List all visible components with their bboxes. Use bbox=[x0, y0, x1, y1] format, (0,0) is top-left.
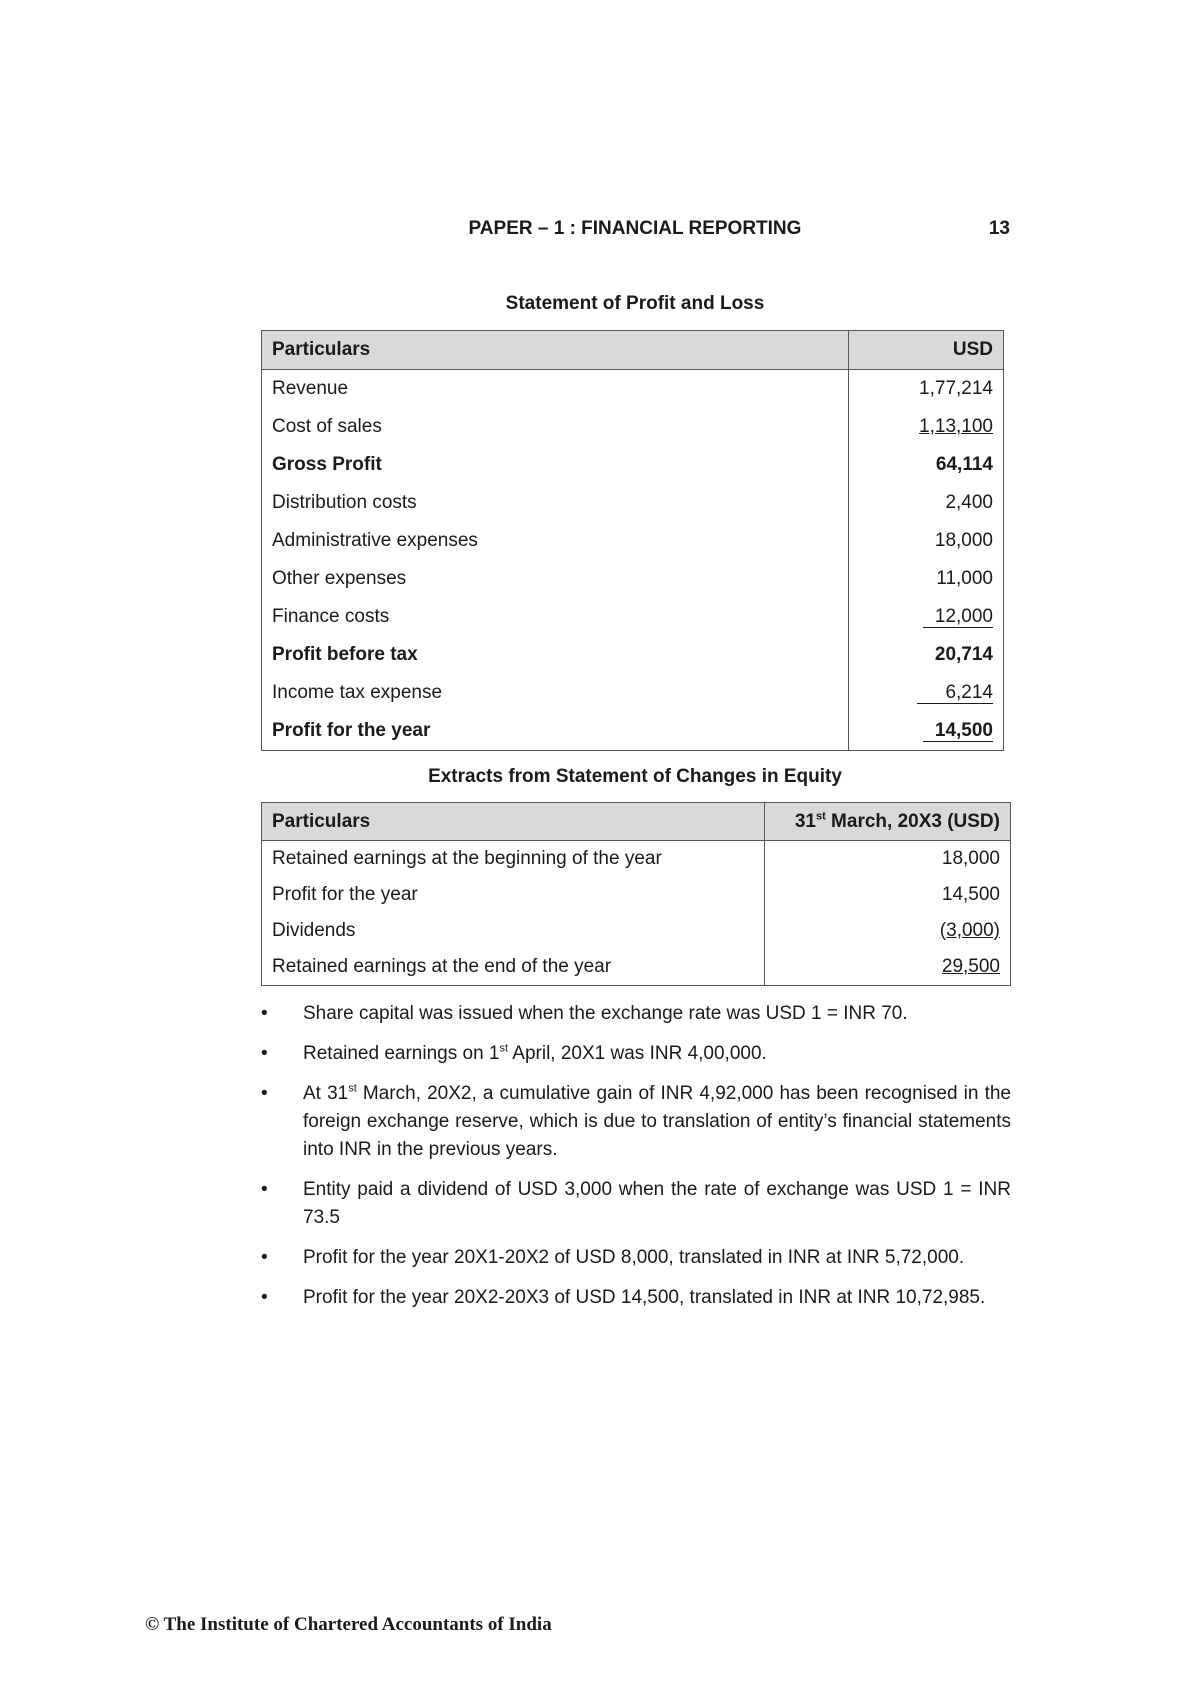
bullet-icon: • bbox=[261, 1003, 268, 1024]
row-value: 18,000 bbox=[765, 841, 1011, 878]
equity-title: Extracts from Statement of Changes in Equity bbox=[428, 766, 842, 787]
table-row bbox=[262, 484, 1004, 522]
table-row bbox=[262, 370, 1004, 409]
bullet-icon: • bbox=[261, 1287, 268, 1308]
page-header bbox=[260, 218, 1010, 244]
table-row bbox=[262, 913, 1011, 949]
row-value: 14,500 bbox=[765, 877, 1011, 913]
row-value: 18,000 bbox=[849, 522, 1004, 560]
bullet-icon: • bbox=[261, 1043, 268, 1064]
page-number: 13 bbox=[988, 218, 1010, 239]
paper-title: PAPER – 1 : FINANCIAL REPORTING bbox=[468, 218, 802, 239]
list-item: • Retained earnings on 1st April, 20X1 was INR 4,00,000. bbox=[261, 1040, 1011, 1068]
row-label: Finance costs bbox=[262, 598, 849, 636]
table-header-row bbox=[262, 803, 1011, 841]
row-label: Dividends bbox=[262, 913, 765, 949]
table-row bbox=[262, 949, 1011, 986]
bullet-icon: • bbox=[261, 1083, 268, 1104]
table-row bbox=[262, 522, 1004, 560]
row-label: Profit before tax bbox=[262, 636, 849, 674]
profit-loss-title: Statement of Profit and Loss bbox=[505, 293, 765, 314]
row-value: (3,000) bbox=[765, 913, 1011, 949]
row-value: 1,77,214 bbox=[849, 370, 1004, 409]
row-label: Gross Profit bbox=[262, 446, 849, 484]
table-row bbox=[262, 841, 1011, 878]
row-value: 2,400 bbox=[849, 484, 1004, 522]
row-label: Retained earnings at the beginning of the year bbox=[262, 841, 765, 878]
row-value: 6,214 bbox=[849, 674, 1004, 712]
table-row bbox=[262, 674, 1004, 712]
bullet-icon: • bbox=[261, 1247, 268, 1268]
column-header-particulars: Particulars bbox=[262, 803, 765, 841]
row-label: Cost of sales bbox=[262, 408, 849, 446]
bullet-icon: • bbox=[261, 1179, 268, 1200]
row-label: Other expenses bbox=[262, 560, 849, 598]
copyright-footer: © The Institute of Chartered Accountants of India bbox=[145, 1614, 552, 1635]
row-value: 14,500 bbox=[849, 712, 1004, 751]
row-label: Profit for the year bbox=[262, 712, 849, 751]
row-value: 1,13,100 bbox=[849, 408, 1004, 446]
list-item: • Entity paid a dividend of USD 3,000 when the rate of exchange was USD 1 = INR 73.5 bbox=[261, 1176, 1011, 1232]
row-value: 64,114 bbox=[849, 446, 1004, 484]
list-item: • Share capital was issued when the exchange rate was USD 1 = INR 70. bbox=[261, 1000, 1011, 1028]
row-value: 12,000 bbox=[849, 598, 1004, 636]
column-header-particulars: Particulars bbox=[262, 331, 849, 370]
row-label: Income tax expense bbox=[262, 674, 849, 712]
list-item: • Profit for the year 20X1-20X2 of USD 8,000, translated in INR at INR 5,72,000. bbox=[261, 1244, 1011, 1272]
row-label: Administrative expenses bbox=[262, 522, 849, 560]
row-value: 20,714 bbox=[849, 636, 1004, 674]
table-row bbox=[262, 408, 1004, 446]
profit-loss-table bbox=[261, 330, 1004, 751]
row-label: Profit for the year bbox=[262, 877, 765, 913]
column-header-usd: USD bbox=[849, 331, 1004, 370]
notes-list bbox=[261, 1000, 1011, 1324]
row-label: Revenue bbox=[262, 370, 849, 409]
list-item: • Profit for the year 20X2-20X3 of USD 14,500, translated in INR at INR 10,72,985. bbox=[261, 1284, 1011, 1312]
table-row bbox=[262, 446, 1004, 484]
row-value: 11,000 bbox=[849, 560, 1004, 598]
column-header-date: 31st March, 20X3 (USD) bbox=[765, 803, 1011, 841]
table-row bbox=[262, 598, 1004, 636]
table-header-row bbox=[262, 331, 1004, 370]
list-item: • At 31st March, 20X2, a cumulative gain of INR 4,92,000 has been recognised in the foreign exchange reserve, which is due to translation of entity’s financial statements into INR in the previous years. bbox=[261, 1080, 1011, 1164]
table-row bbox=[262, 636, 1004, 674]
table-row bbox=[262, 560, 1004, 598]
table-row bbox=[262, 877, 1011, 913]
table-row bbox=[262, 712, 1004, 751]
row-label: Retained earnings at the end of the year bbox=[262, 949, 765, 986]
equity-table bbox=[261, 802, 1011, 986]
row-value: 29,500 bbox=[765, 949, 1011, 986]
row-label: Distribution costs bbox=[262, 484, 849, 522]
